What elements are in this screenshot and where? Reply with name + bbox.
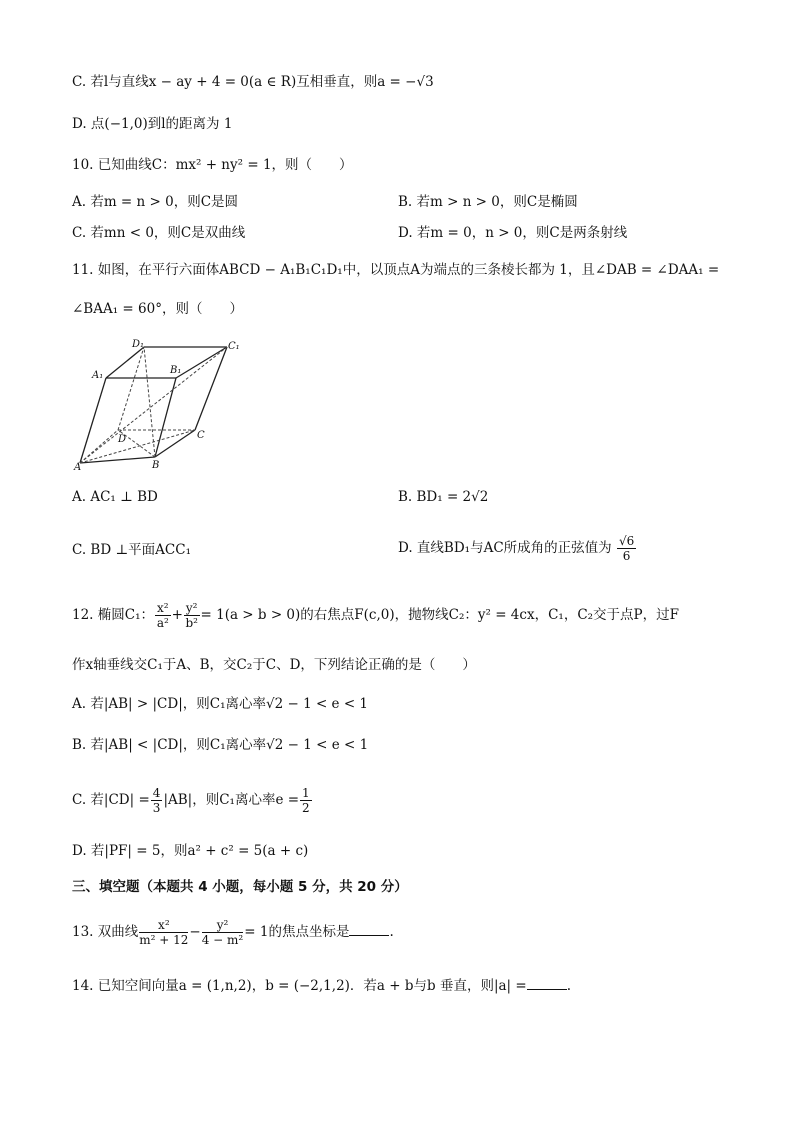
answer-blank[interactable] <box>349 923 389 936</box>
q11-option-d <box>398 531 637 565</box>
answer-blank[interactable] <box>527 977 567 990</box>
q11-stem-line2: ∠BAA₁ = 60°，则（ ） <box>72 301 243 317</box>
q11-option-c: C. BD ⊥平面ACC₁ <box>72 542 191 558</box>
label-b: B <box>152 460 160 470</box>
q11-option-d-text: D. 直线BD₁与AC所成角的正弦值为 <box>398 540 612 556</box>
q11-option-a: A. AC₁ ⊥ BD <box>72 489 158 505</box>
label-a1: A₁ <box>92 370 104 381</box>
q12-option-d: D. 若|PF| = 5，则a² + c² = 5(a + c) <box>72 843 309 859</box>
label-a: A <box>74 462 82 470</box>
q9-option-c: C. 若l与直线x − ay + 4 = 0(a ∈ R)互相垂直，则a = −√3 <box>72 74 434 90</box>
q12-stem-line2: 作x轴垂线交C₁于A、B，交C₂于C、D，下列结论正确的是（ ） <box>72 657 476 673</box>
q12-option-c: C. 若|CD| = $\frac{4}{3}$ |AB|，则C₁离心率e = $\frac{1}{2}$ <box>72 786 310 815</box>
y2-over-b2: $\frac{\text{y²}}{\text{b²}}$ <box>185 601 198 630</box>
q9-option-d: D. 点(−1,0)到l的距离为 1 <box>72 116 233 132</box>
y2-over-4-minus-m2: $\frac{\text{y²}}{\text{4 − m²}}$ <box>201 918 244 947</box>
q10-option-b: B. 若m > n > 0，则C是椭圆 <box>398 194 578 210</box>
q10-option-c: C. 若mn < 0，则C是双曲线 <box>72 225 246 241</box>
q13: 13. 双曲线 $\frac{\text{x²}}{\text{m² + 12}}$ − $\frac{\text{y²}}{\text{4 − m²}}$ = 1的焦点坐标是 . <box>72 918 394 947</box>
x2-over-m2-plus-12: $\frac{\text{x²}}{\text{m² + 12}}$ <box>139 918 189 947</box>
q12-stem-line1: 12. 椭圆C₁： $\frac{\text{x²}}{\text{a²}}$ + $\frac{\text{y²}}{\text{b²}}$ = 1(a > b > 0)的右焦点F(c,0)，抛物线C₂：y² = 4cx，C₁，C₂交于点P，过F <box>72 601 680 630</box>
parallelepiped-figure <box>72 338 244 470</box>
q14: 14. 已知空间向量a = (1,n,2)，b = (−2,1,2)．若a + b与b 垂直，则|a| = . <box>72 978 571 994</box>
x2-over-a2: $\frac{\text{x²}}{\text{a²}}$ <box>156 601 169 630</box>
q10-stem: 10. 已知曲线C：mx² + ny² = 1，则（ ） <box>72 157 353 173</box>
q12-option-b: B. 若|AB| < |CD|，则C₁离心率√2 − 1 < e < 1 <box>72 737 369 753</box>
label-b1: B₁ <box>170 365 182 376</box>
label-c1: C₁ <box>228 341 240 352</box>
q11-option-d-fraction: $\frac{√6}{6}$ <box>618 534 635 563</box>
q10-option-a: A. 若m = n > 0，则C是圆 <box>72 194 239 210</box>
four-thirds-fraction: $\frac{4}{3}$ <box>152 786 161 815</box>
label-d1: D₁ <box>132 339 145 350</box>
q11-stem-line1: 11. 如图，在平行六面体ABCD − A₁B₁C₁D₁中，以顶点A为端点的三条棱长都为 1，且∠DAB = ∠DAA₁ = <box>72 262 720 278</box>
label-c: C <box>197 430 205 441</box>
section-3-heading: 三、填空题（本题共 4 小题，每小题 5 分，共 20 分） <box>72 879 408 895</box>
q10-option-d: D. 若m = 0，n > 0，则C是两条射线 <box>398 225 628 241</box>
q12-option-a: A. 若|AB| > |CD|，则C₁离心率√2 − 1 < e < 1 <box>72 696 369 712</box>
one-half-fraction: $\frac{1}{2}$ <box>302 786 310 815</box>
q11-option-b: B. BD₁ = 2√2 <box>398 489 489 505</box>
label-d: D <box>118 434 127 445</box>
